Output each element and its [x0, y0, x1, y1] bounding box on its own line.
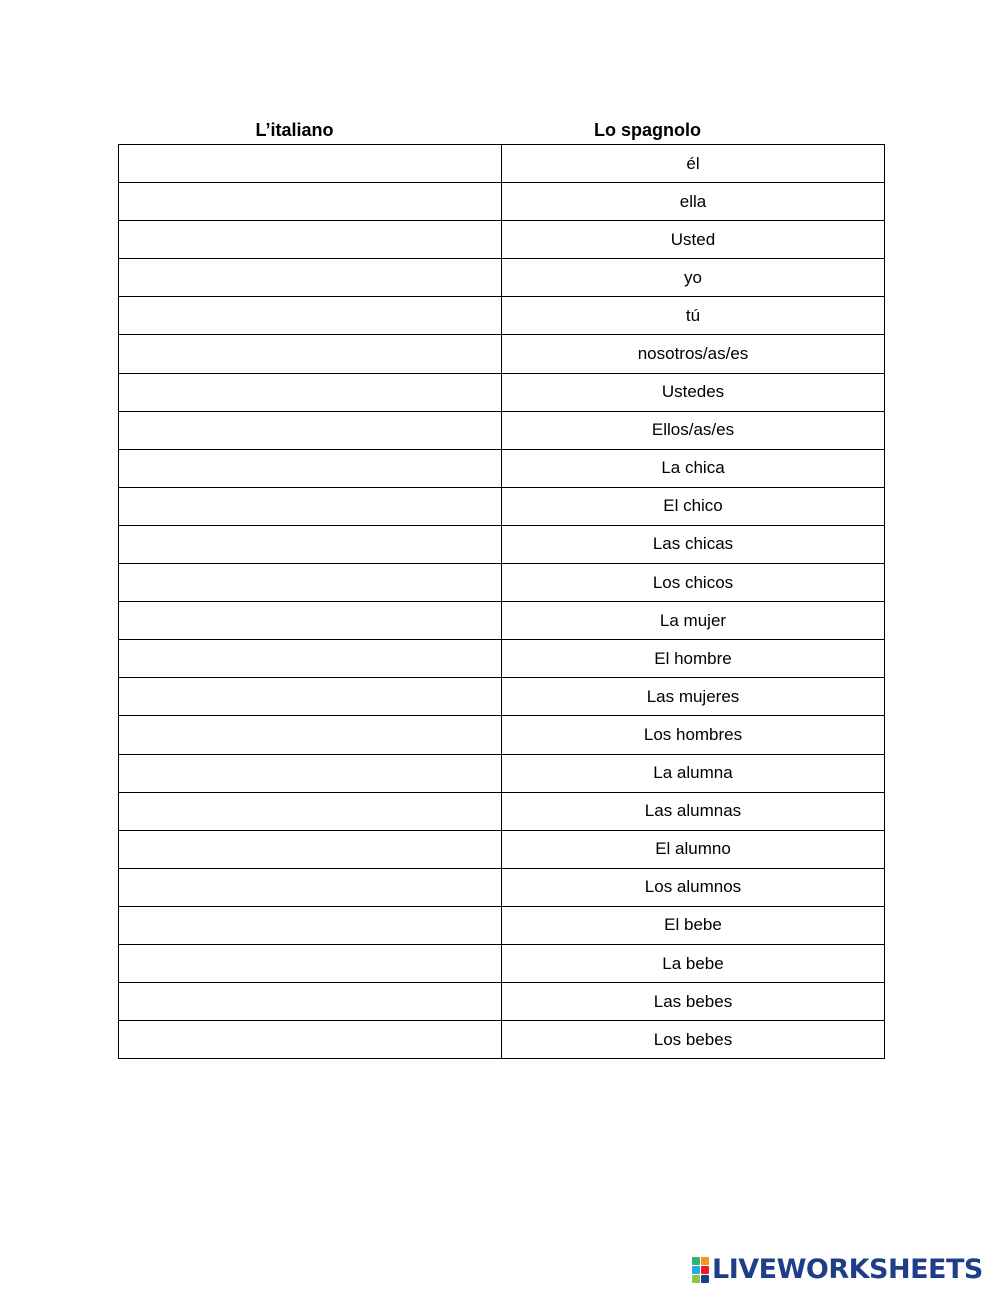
logo-block: [692, 1257, 700, 1265]
spanish-word-cell: Los hombres: [502, 716, 885, 754]
liveworksheets-logo-icon: [692, 1257, 709, 1283]
spanish-word-cell: Las bebes: [502, 983, 885, 1021]
spanish-word-cell: yo: [502, 259, 885, 297]
italian-answer-cell[interactable]: [119, 373, 502, 411]
table-row: [119, 487, 885, 525]
spanish-word-cell: El alumno: [502, 830, 885, 868]
vocabulary-table: [118, 144, 885, 1059]
logo-block: [692, 1266, 700, 1274]
italian-answer-cell[interactable]: [119, 792, 502, 830]
spanish-word-cell: Ustedes: [502, 373, 885, 411]
table-row: [119, 983, 885, 1021]
header-italian: L’italiano: [255, 120, 334, 140]
table-row: [119, 868, 885, 906]
italian-answer-cell[interactable]: [119, 525, 502, 563]
table-row: [119, 297, 885, 335]
table-row: [119, 449, 885, 487]
spanish-word-cell: Ellos/as/es: [502, 411, 885, 449]
spanish-word-cell: Los chicos: [502, 564, 885, 602]
table-row: [119, 678, 885, 716]
table-row: [119, 602, 885, 640]
spanish-word-cell: La mujer: [502, 602, 885, 640]
spanish-word-cell: La alumna: [502, 754, 885, 792]
spanish-word-cell: tú: [502, 297, 885, 335]
table-row: [119, 792, 885, 830]
table-row: [119, 145, 885, 183]
spanish-word-cell: nosotros/as/es: [502, 335, 885, 373]
italian-answer-cell[interactable]: [119, 678, 502, 716]
table-row: [119, 525, 885, 563]
table-row: [119, 183, 885, 221]
logo-block: [701, 1257, 709, 1265]
spanish-word-cell: Las alumnas: [502, 792, 885, 830]
table-row: [119, 944, 885, 982]
italian-answer-cell[interactable]: [119, 906, 502, 944]
table-row: [119, 830, 885, 868]
spanish-word-cell: Los alumnos: [502, 868, 885, 906]
italian-answer-cell[interactable]: [119, 487, 502, 525]
italian-answer-cell[interactable]: [119, 602, 502, 640]
table-row: [119, 1021, 885, 1059]
italian-answer-cell[interactable]: [119, 830, 502, 868]
liveworksheets-logo: [692, 1254, 983, 1285]
italian-answer-cell[interactable]: [119, 411, 502, 449]
table-row: [119, 716, 885, 754]
table-row: [119, 373, 885, 411]
italian-answer-cell[interactable]: [119, 868, 502, 906]
italian-answer-cell[interactable]: [119, 944, 502, 982]
italian-answer-cell[interactable]: [119, 640, 502, 678]
italian-answer-cell[interactable]: [119, 754, 502, 792]
logo-block: [701, 1266, 709, 1274]
header-spanish: Lo spagnolo: [594, 120, 701, 140]
spanish-word-cell: El bebe: [502, 906, 885, 944]
table-row: [119, 564, 885, 602]
spanish-word-cell: Las chicas: [502, 525, 885, 563]
spanish-word-cell: Usted: [502, 221, 885, 259]
table-row: [119, 411, 885, 449]
italian-answer-cell[interactable]: [119, 1021, 502, 1059]
table-row: [119, 221, 885, 259]
italian-answer-cell[interactable]: [119, 259, 502, 297]
italian-answer-cell[interactable]: [119, 716, 502, 754]
spanish-word-cell: La bebe: [502, 944, 885, 982]
table-row: [119, 906, 885, 944]
italian-answer-cell[interactable]: [119, 449, 502, 487]
italian-answer-cell[interactable]: [119, 564, 502, 602]
logo-text: LIVEWORKSHEETS: [712, 1254, 983, 1285]
italian-answer-cell[interactable]: [119, 221, 502, 259]
italian-answer-cell[interactable]: [119, 335, 502, 373]
logo-block: [692, 1275, 700, 1283]
table-row: [119, 259, 885, 297]
spanish-word-cell: Los bebes: [502, 1021, 885, 1059]
logo-block: [701, 1275, 709, 1283]
table-row: [119, 335, 885, 373]
table-header: [118, 118, 884, 142]
italian-answer-cell[interactable]: [119, 145, 502, 183]
spanish-word-cell: ella: [502, 183, 885, 221]
table-row: [119, 640, 885, 678]
spanish-word-cell: El hombre: [502, 640, 885, 678]
italian-answer-cell[interactable]: [119, 183, 502, 221]
spanish-word-cell: él: [502, 145, 885, 183]
spanish-word-cell: El chico: [502, 487, 885, 525]
italian-answer-cell[interactable]: [119, 297, 502, 335]
spanish-word-cell: Las mujeres: [502, 678, 885, 716]
spanish-word-cell: La chica: [502, 449, 885, 487]
italian-answer-cell[interactable]: [119, 983, 502, 1021]
table-row: [119, 754, 885, 792]
